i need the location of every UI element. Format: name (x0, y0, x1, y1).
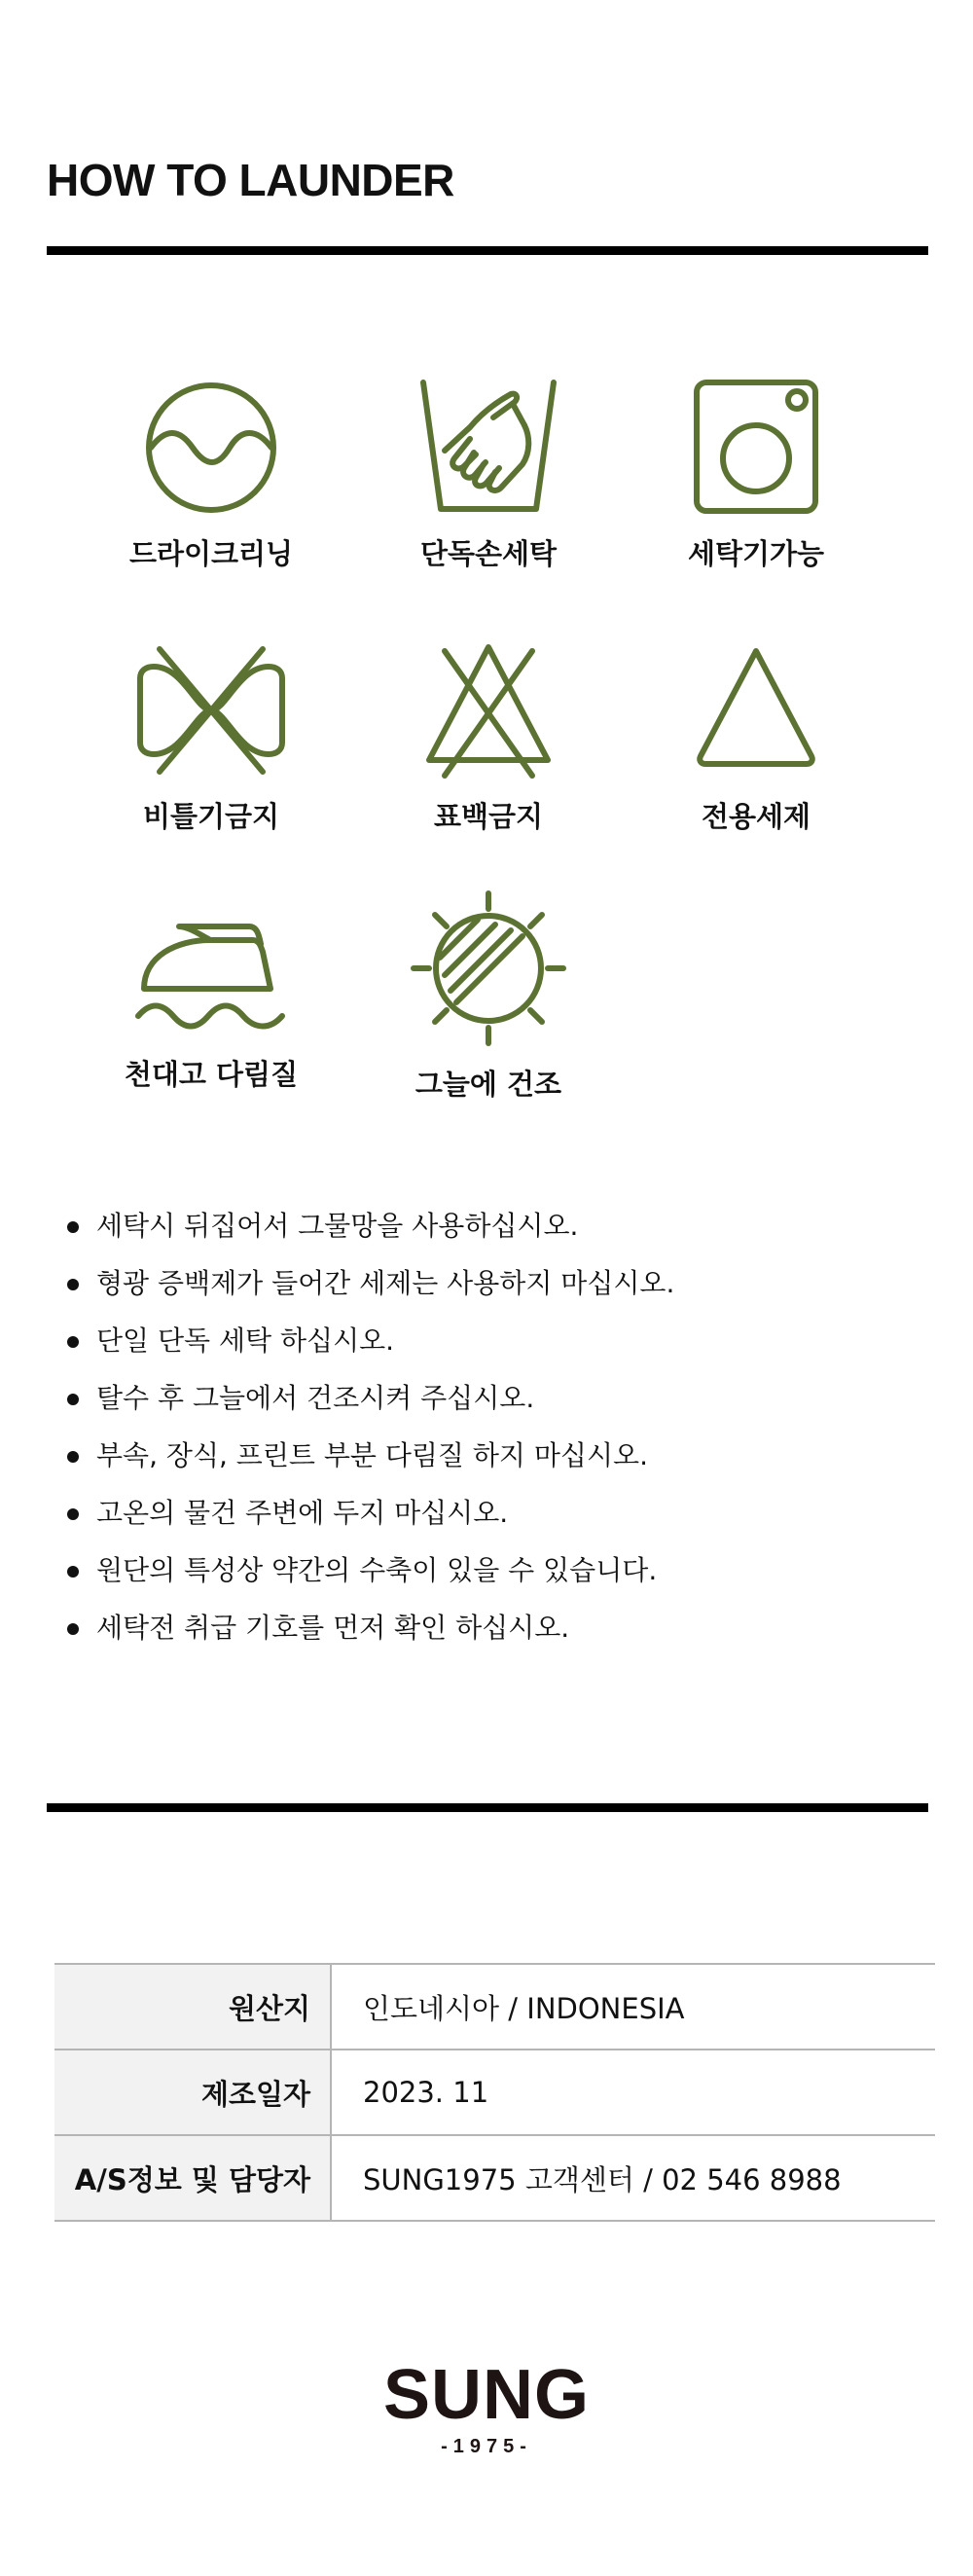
product-info-table (54, 1963, 935, 2222)
divider-middle (47, 1803, 928, 1812)
iron-with-cloth-icon (128, 895, 294, 1041)
care-label: 그늘에 건조 (414, 1068, 562, 1101)
info-value: 2023. 11 (331, 2050, 935, 2135)
brand-name: SUNG (382, 2356, 591, 2434)
care-label: 드라이크리닝 (128, 537, 294, 570)
table-row (54, 2135, 935, 2221)
care-shade-dry (362, 895, 615, 1103)
no-bleach-icon (415, 637, 561, 783)
list-item: 부속, 장식, 프린트 부분 다림질 하지 마십시오. (63, 1432, 919, 1489)
care-label: 단독손세탁 (419, 537, 558, 570)
brand-logo (0, 2356, 973, 2458)
table-row (54, 1964, 935, 2050)
brand-year: -1975- (441, 2436, 532, 2457)
care-label: 전용세제 (701, 800, 811, 833)
care-label: 비틀기금지 (142, 800, 280, 833)
section-title: HOW TO LAUNDER (47, 155, 454, 205)
list-item: 탈수 후 그늘에서 건조시켜 주십시오. (63, 1374, 919, 1432)
list-item: 단일 단독 세탁 하십시오. (63, 1317, 919, 1374)
divider-top (47, 246, 928, 255)
care-dry-cleaning (85, 375, 338, 572)
care-washing-machine (630, 375, 883, 572)
table-row (54, 2050, 935, 2135)
info-key: 원산지 (54, 1964, 331, 2050)
washing-machine-icon (683, 375, 829, 521)
list-item: 원단의 특성상 약간의 수축이 있을 수 있습니다. (63, 1546, 919, 1604)
care-label: 세탁기가능 (687, 537, 825, 570)
list-item: 세탁시 뒤집어서 그물망을 사용하십시오. (63, 1202, 919, 1259)
neutral-detergent-icon (683, 637, 829, 783)
care-no-bleach (362, 637, 615, 835)
dry-cleaning-icon (138, 375, 284, 521)
care-label: 천대고 다림질 (124, 1058, 299, 1091)
no-wring-icon (128, 637, 294, 783)
list-item: 세탁전 취급 기호를 먼저 확인 하십시오. (63, 1604, 919, 1661)
care-hand-wash (362, 375, 615, 572)
hand-wash-icon (415, 375, 561, 521)
care-iron-with-cloth (85, 895, 338, 1093)
list-item: 고온의 물건 주변에 두지 마십시오. (63, 1489, 919, 1546)
info-value: SUNG1975 고객센터 / 02 546 8988 (331, 2135, 935, 2221)
shade-dry-icon (406, 886, 571, 1051)
care-no-wring (85, 637, 338, 835)
info-key: A/S정보 및 담당자 (54, 2135, 331, 2221)
laundry-tips-list (63, 1202, 919, 1661)
info-value: 인도네시아 / INDONESIA (331, 1964, 935, 2050)
list-item: 형광 증백제가 들어간 세제는 사용하지 마십시오. (63, 1259, 919, 1317)
care-neutral-detergent (630, 637, 883, 835)
info-key: 제조일자 (54, 2050, 331, 2135)
care-label: 표백금지 (433, 800, 544, 833)
